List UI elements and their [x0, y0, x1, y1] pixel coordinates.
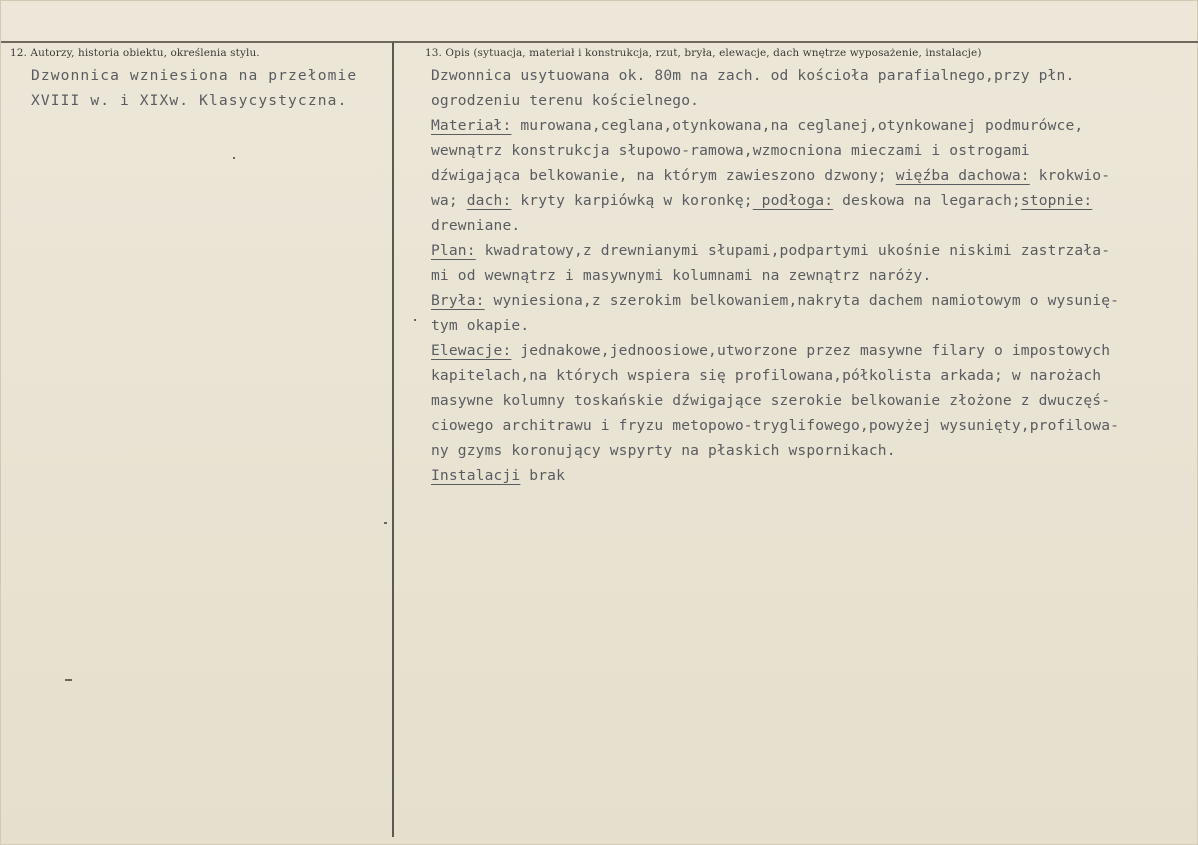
- paper-speck: [65, 679, 72, 681]
- typed-text: wyniesiona,z szerokim belkowaniem,nakryta dachem namiotowym o wysunię-: [484, 292, 1120, 309]
- section-13-line: [431, 363, 1119, 388]
- typed-text: jednakowe,jednoosiowe,utworzone przez masywne filary o impostowych: [511, 342, 1111, 359]
- section-12-line: Dzwonnica wzniesiona na przełomie: [31, 67, 358, 84]
- section-12-line: XVIII w. i XIXw. Klasycystyczna.: [31, 92, 348, 109]
- section-13-line: [431, 288, 1119, 313]
- underlined-heading: Instalacji: [431, 467, 521, 484]
- section-13-line: [431, 338, 1119, 363]
- section-13-line: [431, 188, 1119, 213]
- typed-text: dźwigająca belkowanie, na którym zawieszono dzwony;: [431, 167, 896, 184]
- typed-text: masywne kolumny toskańskie dźwigające szerokie belkowanie złożone z dwuczęś-: [431, 392, 1111, 409]
- section-13-line: [431, 138, 1119, 163]
- section-13-label: 13. Opis (sytuacja, materiał i konstrukcja, rzut, bryła, elewacje, dach wnętrze wyposażenie, instalacje): [425, 47, 982, 59]
- typed-text: deskowa na legarach;: [833, 192, 1021, 209]
- underlined-heading: Plan:: [431, 242, 476, 259]
- typed-text: brak: [520, 467, 566, 484]
- section-13-line: [431, 63, 1119, 88]
- paper-speck: [384, 522, 387, 524]
- section-13-line: [431, 413, 1119, 438]
- section-12-label: 12. Autorzy, historia obiektu, określenia stylu.: [10, 47, 260, 59]
- section-13-line: [431, 263, 1119, 288]
- underlined-heading: dach:: [466, 192, 512, 209]
- section-13-line: [431, 438, 1119, 463]
- section-13-line: [431, 388, 1119, 413]
- paper-speck: [414, 319, 416, 321]
- underlined-heading: Elewacje:: [431, 342, 512, 359]
- typed-text: mi od wewnątrz i masywnymi kolumnami na zewnątrz naróży.: [431, 267, 932, 284]
- underlined-heading: stopnie:: [1020, 192, 1093, 209]
- paper-speck: [233, 157, 235, 159]
- typed-text: ny gzyms koronujący wspyrty na płaskich wspornikach.: [431, 442, 896, 459]
- top-rule: [1, 41, 1198, 43]
- section-13-line: [431, 313, 1119, 338]
- typed-text: kwadratowy,z drewnianymi słupami,podpartymi ukośnie niskimi zastrzała-: [475, 242, 1111, 259]
- typed-text: wewnątrz konstrukcja słupowo-ramowa,wzmocniona mieczami i ostrogami: [431, 142, 1030, 159]
- typed-text: kryty karpiówką w koronkę;: [511, 192, 753, 209]
- section-13-line: [431, 113, 1119, 138]
- underlined-heading: podłoga:: [752, 192, 834, 209]
- underlined-heading: Bryła:: [431, 292, 485, 309]
- underlined-heading: więźba dachowa:: [895, 167, 1030, 184]
- section-13-line: [431, 463, 1119, 488]
- section-13-line: [431, 238, 1119, 263]
- section-13-line: [431, 163, 1119, 188]
- typed-text: wa;: [431, 192, 467, 209]
- column-divider: [392, 42, 394, 837]
- typed-text: tym okapie.: [431, 317, 530, 334]
- section-13-text: [431, 63, 1119, 488]
- typed-text: Dzwonnica usytuowana ok. 80m na zach. od kościoła parafialnego,przy płn.: [431, 67, 1075, 84]
- section-13-line: [431, 213, 1119, 238]
- section-13-line: [431, 88, 1119, 113]
- typed-text: kapitelach,na których wspiera się profilowana,półkolista arkada; w narożach: [431, 367, 1102, 384]
- typed-text: drewniane.: [431, 217, 521, 234]
- underlined-heading: Materiał:: [431, 117, 512, 134]
- typed-text: murowana,ceglana,otynkowana,na ceglanej,otynkowanej podmurówce,: [511, 117, 1084, 134]
- typed-text: ciowego architrawu i fryzu metopowo-tryglifowego,powyżej wysunięty,profilowa-: [431, 417, 1120, 434]
- section-12-text: [31, 63, 357, 113]
- typed-text: ogrodzeniu terenu kościelnego.: [431, 92, 700, 109]
- typed-text: krokwio-: [1029, 167, 1111, 184]
